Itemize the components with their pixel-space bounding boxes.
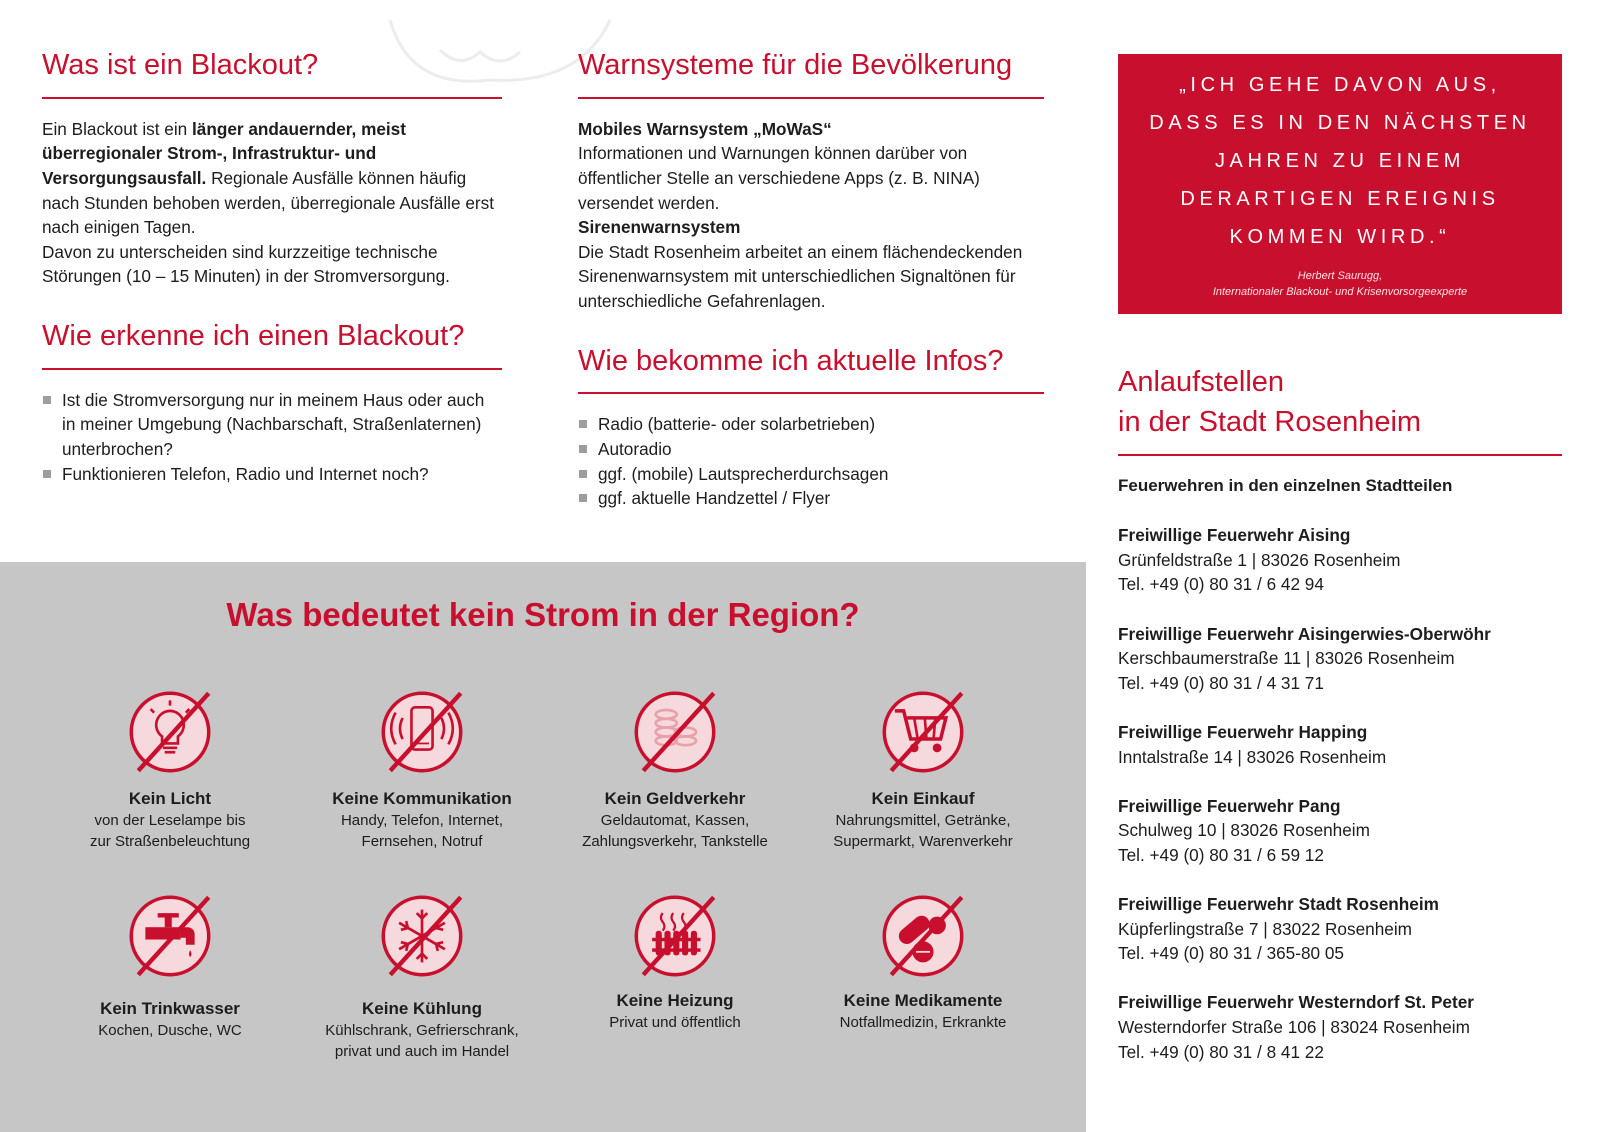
station-name: Freiwillige Feuerwehr Westerndorf St. Peter xyxy=(1118,992,1474,1013)
siren-title: Sirenenwarnsystem xyxy=(578,217,741,238)
heading-warnsysteme: Warnsysteme für die Bevölkerung xyxy=(578,49,1013,81)
divider xyxy=(578,392,1044,394)
station-happing xyxy=(1118,720,1562,769)
item-keine-kommunikation xyxy=(302,688,542,852)
station-phone: Tel. +49 (0) 80 31 / 4 31 71 xyxy=(1118,672,1324,693)
station-name: Freiwillige Feuerwehr Pang xyxy=(1118,795,1341,816)
item-desc: von der Leselampe bis xyxy=(94,812,246,829)
station-phone: Tel. +49 (0) 80 31 / 6 59 12 xyxy=(1118,844,1324,865)
quote-author-role: Internationaler Blackout- und Krisenvorsorgeexperte xyxy=(1212,286,1468,298)
blackout-text-bold: länger andauernder, meist überregionaler Strom-, Infrastruktur- und Versorgungsausfall. xyxy=(42,118,406,188)
snowflake-icon xyxy=(378,892,466,980)
erkennen-list xyxy=(42,388,502,486)
blackout-text-pre: Ein Blackout ist ein xyxy=(42,118,192,139)
item-kein-einkauf xyxy=(803,688,1043,852)
siren-text: Die Stadt Rosenheim arbeitet an einem flächendeckenden Sirenenwarnsystem mit unterschiedlichen Signaltönen für unterschiedliche Gefahrenlagen. xyxy=(578,241,1023,311)
item-desc: Privat und öffentlich xyxy=(609,1014,741,1031)
item-title: Kein Einkauf xyxy=(871,789,975,808)
station-pang xyxy=(1118,794,1562,868)
blackout-text-post: Regionale Ausfälle können häufig nach Stunden behoben werden, überregionale Ausfälle erst nach einigen Tagen. xyxy=(42,167,494,238)
list-item: Ist die Stromversorgung nur in meinem Haus oder auch in meiner Umgebung (Nachbarschaft, Straßenlaternen) unterbrochen? xyxy=(42,388,502,462)
heading-was-ist-blackout: Was ist ein Blackout? xyxy=(42,49,319,81)
item-desc: Kochen, Dusche, WC xyxy=(98,1022,242,1039)
mowas-title: Mobiles Warnsystem „MoWaS“ xyxy=(578,118,832,139)
faucet-icon xyxy=(126,892,214,980)
column-anlaufstellen xyxy=(1118,54,1562,1064)
station-name: Freiwillige Feuerwehr Stadt Rosenheim xyxy=(1118,894,1439,915)
item-title: Kein Trinkwasser xyxy=(100,999,240,1018)
heading-aktuelle-infos: Wie bekomme ich aktuelle Infos? xyxy=(578,344,1004,377)
quote-box xyxy=(1118,54,1562,314)
divider xyxy=(578,97,1044,99)
station-name: Freiwillige Feuerwehr Aisingerwies-Oberwöhr xyxy=(1118,623,1491,644)
heading-anlaufstellen xyxy=(1118,362,1562,442)
quote-line: DERARTIGEN EREIGNIS xyxy=(1180,188,1500,210)
quote-line: KOMMEN WIRD.“ xyxy=(1229,226,1451,248)
quote-author-name: Herbert Saurugg, xyxy=(1297,270,1383,282)
infos-list xyxy=(578,412,1044,510)
item-desc: Handy, Telefon, Internet, xyxy=(340,812,504,829)
mowas-text: Informationen und Warnungen können darüber von öffentlicher Stelle an verschiedene Apps (z. B. NINA) versendet werden. xyxy=(578,143,980,213)
item-keine-kuehlung xyxy=(302,892,542,1062)
item-kein-trinkwasser xyxy=(50,892,290,1041)
item-desc: Geldautomat, Kassen, xyxy=(600,812,750,829)
pills-icon xyxy=(879,892,967,980)
item-keine-heizung xyxy=(555,892,795,1033)
station-phone: Tel. +49 (0) 80 31 / 365-80 05 xyxy=(1118,943,1344,964)
station-westerndorf xyxy=(1118,990,1562,1064)
station-address: Küpferlingstraße 7 | 83022 Rosenheim xyxy=(1118,918,1412,939)
list-item: ggf. (mobile) Lautsprecherdurchsagen xyxy=(578,462,1044,487)
heading-kein-strom: Was bedeutet kein Strom in der Region? xyxy=(226,596,860,633)
station-phone: Tel. +49 (0) 80 31 / 8 41 22 xyxy=(1118,1041,1324,1062)
item-desc: privat und auch im Handel xyxy=(334,1043,510,1060)
item-title: Keine Kühlung xyxy=(362,999,482,1018)
heading-line-1: Anlaufstellen xyxy=(1118,366,1285,398)
list-item: Autoradio xyxy=(578,437,1044,462)
station-phone: Tel. +49 (0) 80 31 / 6 42 94 xyxy=(1118,574,1324,595)
station-address: Kerschbaumerstraße 11 | 83026 Rosenheim xyxy=(1118,648,1455,669)
divider xyxy=(42,368,502,370)
item-keine-medikamente xyxy=(803,892,1043,1033)
item-desc: zur Straßenbeleuchtung xyxy=(89,833,251,850)
coins-icon xyxy=(631,688,719,776)
item-desc: Nahrungsmittel, Getränke, xyxy=(835,812,1011,829)
heading-wie-erkenne: Wie erkenne ich einen Blackout? xyxy=(42,319,465,352)
item-title: Kein Geldverkehr xyxy=(604,789,746,808)
blackout-paragraph-2: Davon zu unterscheiden sind kurzzeitige technische Störungen (10 – 15 Minuten) in der Stromversorgung. xyxy=(42,241,450,287)
station-address: Schulweg 10 | 83026 Rosenheim xyxy=(1118,820,1370,841)
station-stadt-rosenheim xyxy=(1118,892,1562,966)
item-title: Keine Kommunikation xyxy=(332,789,512,808)
radiator-icon xyxy=(631,892,719,980)
station-address: Westerndorfer Straße 106 | 83024 Rosenheim xyxy=(1118,1017,1470,1038)
station-address: Grünfeldstraße 1 | 83026 Rosenheim xyxy=(1118,549,1401,570)
item-desc: Zahlungsverkehr, Tankstelle xyxy=(582,833,768,850)
station-name: Freiwillige Feuerwehr Happing xyxy=(1118,721,1368,742)
item-desc: Notfallmedizin, Erkrankte xyxy=(839,1014,1007,1031)
column-warnsysteme xyxy=(578,48,1044,511)
cart-icon xyxy=(879,688,967,776)
mowas-block xyxy=(578,117,1044,314)
heading-line-2: in der Stadt Rosenheim xyxy=(1118,406,1422,438)
list-item: Radio (batterie- oder solarbetrieben) xyxy=(578,412,1044,437)
list-item: ggf. aktuelle Handzettel / Flyer xyxy=(578,486,1044,511)
divider xyxy=(42,97,502,99)
lightbulb-icon xyxy=(126,688,214,776)
divider xyxy=(1118,454,1562,456)
quote-author xyxy=(1118,268,1562,300)
column-blackout xyxy=(42,48,502,486)
item-kein-licht xyxy=(50,688,290,852)
blackout-paragraph xyxy=(42,117,502,240)
feuerwehren-subheading: Feuerwehren in den einzelnen Stadtteilen xyxy=(1118,476,1453,495)
item-title: Keine Medikamente xyxy=(843,991,1003,1010)
list-item: Funktionieren Telefon, Radio und Internet noch? xyxy=(42,462,502,487)
station-aisingerwies xyxy=(1118,622,1562,696)
quote-line: „ICH GEHE DAVON AUS, xyxy=(1179,74,1501,96)
item-title: Keine Heizung xyxy=(616,991,734,1010)
item-desc: Kühlschrank, Gefrierschrank, xyxy=(325,1022,519,1039)
phone-icon xyxy=(378,688,466,776)
item-desc: Supermarkt, Warenverkehr xyxy=(833,833,1013,850)
station-aising xyxy=(1118,523,1562,597)
item-desc: Fernsehen, Notruf xyxy=(361,833,483,850)
item-kein-geldverkehr xyxy=(555,688,795,852)
quote-line: DASS ES IN DEN NÄCHSTEN xyxy=(1149,112,1531,134)
station-name: Freiwillige Feuerwehr Aising xyxy=(1118,525,1351,546)
quote-line: JAHREN ZU EINEM xyxy=(1214,150,1466,172)
station-address: Inntalstraße 14 | 83026 Rosenheim xyxy=(1118,746,1387,767)
item-title: Kein Licht xyxy=(128,789,212,808)
